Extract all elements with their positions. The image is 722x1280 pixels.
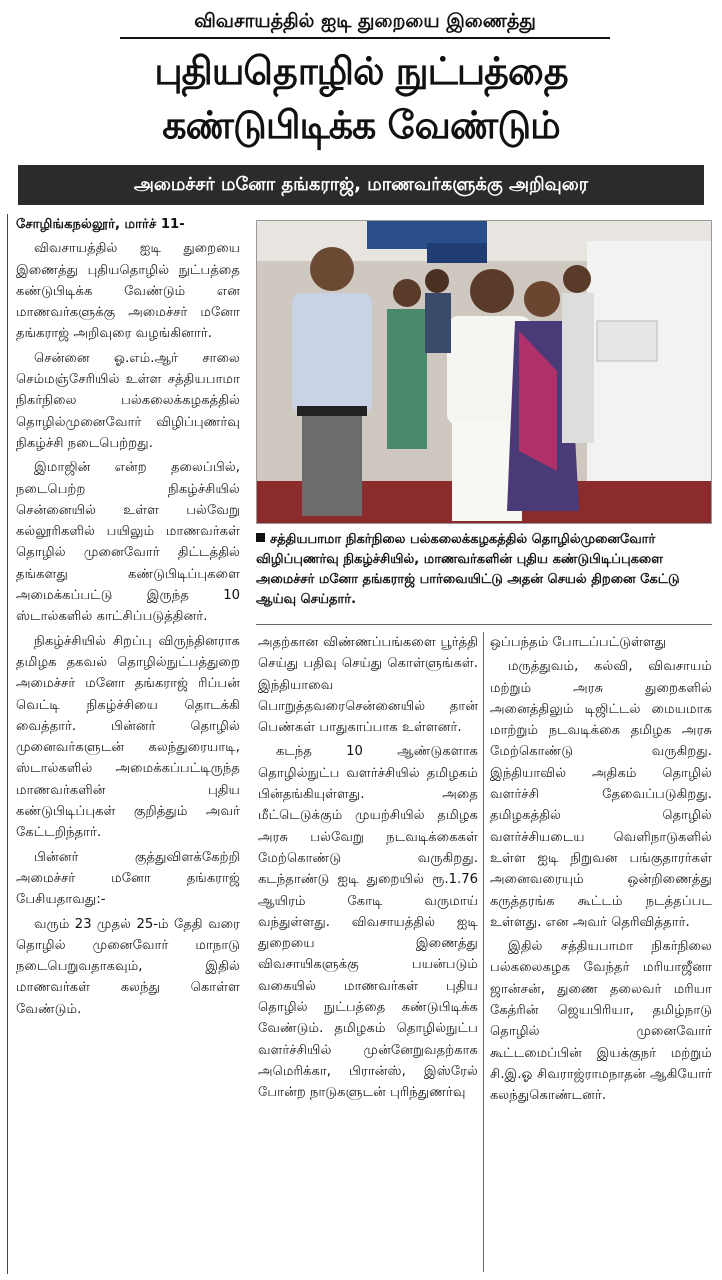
headline-line-1: புதியதொழில் நுட்பத்தை bbox=[154, 49, 568, 93]
main-headline bbox=[10, 44, 712, 152]
photo-caption bbox=[256, 530, 712, 610]
news-photo bbox=[256, 220, 712, 524]
article-paragraph: இதில் சத்தியபாமா நிகர்நிலை பல்கலைகழக வேந்தர் மரியாஜீனா ஜான்சன், துணை தலைவர் மரியா கேத்ரின் ஜெயபிரியா, தமிழ்நாடு தொழில் முனைவோர் கூட்டமைப்பின் இயக்குநர் மற்றும் சி.இ.ஓ சிவராஜ்ராமநாதன் ஆகியோர் கலந்துகொண்டனர். bbox=[490, 939, 712, 1104]
photo-illustration bbox=[257, 221, 712, 524]
caption-divider bbox=[256, 624, 712, 625]
article-paragraph: வரும் 23 முதல் 25-ம் தேதி வரை தொழில் முனைவோர் மாநாடு நடைபெறுவதாகவும், இதில் மாணவர்கள் கலந்து கொள்ள வேண்டும். bbox=[16, 916, 240, 1017]
article-paragraph: சென்னை ஓ.எம்.ஆர் சாலை செம்மஞ்சேரியில் உள்ள சத்தியபாமா நிகர்நிலை பல்கலைக்கழகத்தில் தொழில்முனைவோர் விழிப்புணர்வு நிகழ்ச்சி நடைபெற்றது. bbox=[16, 350, 240, 451]
middle-column bbox=[258, 632, 478, 1104]
article-paragraph: மருத்துவம், கல்வி, விவசாயம் மற்றும் அரசு துறைகளில் அனைத்திலும் டிஜிட்டல் மையமாக மாற்றும் நடவடிக்கை தமிழக அரசு மேற்கொண்டு வருகிறது. இந்தியாவில் அதிகம் தொழில் வளர்ச்சி தேவைப்படுகிறது. தமிழகத்தில் தொழில் வளர்ச்சியடைய வெளிநாடுகளில் உள்ள ஐடி நிறுவன பங்குதாரர்கள் அனைவரையும் ஒன்றிணைத்து கருத்தரங்க கூட்டம் நடத்தப்பட உள்ளது. என அவர் தெரிவித்தார். bbox=[490, 659, 712, 930]
dateline: சோழிங்கநல்லூர், மார்ச் 11- bbox=[16, 217, 185, 232]
left-column bbox=[16, 214, 240, 1020]
subheadline-banner: அமைச்சர் மனோ தங்கராஜ், மாணவர்களுக்கு அறிவுரை bbox=[18, 165, 704, 205]
article-paragraph: நிகழ்ச்சியில் சிறப்பு விருந்தினராக தமிழக தகவல் தொழில்நுட்பத்துறை அமைச்சர் மனோ தங்கராஜ் ரிப்பன் வெட்டி நிகழ்ச்சியை தொடக்கி வைத்தார். பின்னர் தொழில் முனைவர்களுடன் கலந்துரையாடி, ஸ்டால்களில் அமைக்கப்பட்டிருந்த மாணவர்களின் புதிய கண்டுபிடிப்புகள் குறித்தும் அவர் கேட்டறிந்தார். bbox=[16, 633, 240, 841]
caption-text: சத்தியபாமா நிகர்நிலை பல்கலைக்கழகத்தில் தொழில்முனைவோர் விழிப்புணர்வு நிகழ்ச்சியில், மாணவர்களின் புதிய கண்டுபிடிப்புகளை அமைச்சர் மனோ தங்கராஜ் பார்வையிட்டு அதன் செயல் திறனை கேட்டு ஆய்வு செய்தார். bbox=[256, 532, 680, 607]
caption-bullet-icon bbox=[256, 533, 265, 542]
article-paragraph: விவசாயத்தில் ஐடி துறையை இணைத்து புதியதொழில் நுட்பத்தை கண்டுபிடிக்க வேண்டும் என மாணவர்களுக்கு அமைச்சர் மனோ தங்கராஜ் அறிவுரை வழங்கினார். bbox=[16, 241, 240, 342]
kicker-headline: விவசாயத்தில் ஐடி துறையை இணைத்து bbox=[120, 8, 610, 39]
article-paragraph: அதற்கான விண்ணப்பங்களை பூர்த்தி செய்து பதிவு செய்து கொள்ளுங்கள். இந்தியாவை பொறுத்தவரைசென்னையில் தான் பெண்கள் பாதுகாப்பாக உள்ளனர். bbox=[258, 635, 478, 736]
left-column-rule bbox=[7, 214, 8, 1274]
article-paragraph: ஒப்பந்தம் போடப்பட்டுள்ளது bbox=[490, 635, 667, 650]
column-rule bbox=[483, 632, 484, 1272]
article-paragraph: கடந்த 10 ஆண்டுகளாக தொழில்நுட்ப வளர்ச்சியில் தமிழகம் பின்தங்கியுள்ளது. அதை மீட்டெடுக்கும் முயற்சியில் தமிழக அரசு பல்வேறு நடவடிக்கைகள் மேற்கொண்டு வருகிறது. கடந்தாண்டு ஐடி துறையில் ரூ.1.76 ஆயிரம் கோடி வருமாய் வந்துள்ளது. விவசாயத்தில் ஐடி துறையை இணைத்து விவசாயிகளுக்கு பயன்படும் வகையில் மாணவர்கள் புதிய தொழில் நுட்பத்தை கண்டுபிடிக்க வேண்டும். தமிழகம் தொழில்நுட்ப வளர்ச்சியில் முன்னேறுவதற்காக அமெரிக்கா, பிரான்ஸ், இஸ்ரேல் போன்ற நாடுகளுடன் புரிந்துணர்வு bbox=[258, 744, 478, 1101]
right-column bbox=[490, 632, 712, 1107]
headline-line-2: கண்டுபிடிக்க வேண்டும் bbox=[162, 103, 560, 147]
article-paragraph: இமாஜின் என்ற தலைப்பில், நடைபெற்ற நிகழ்ச்சியில் சென்னையில் உள்ள பல்வேறு கல்லூரிகளில் பயிலும் மாணவர்கள் தொழில் முனைவோர் திட்டத்தில் தங்களது கண்டுபிடிப்புகளை அமைக்கப்பட்டு இருந்த 10 ஸ்டால்களில் காட்சிப்படுத்தினர். bbox=[16, 460, 240, 625]
article-paragraph: பின்னர் குத்துவிளக்கேற்றி அமைச்சர் மனோ தங்கராஜ் பேசியதாவது:- bbox=[16, 849, 240, 908]
